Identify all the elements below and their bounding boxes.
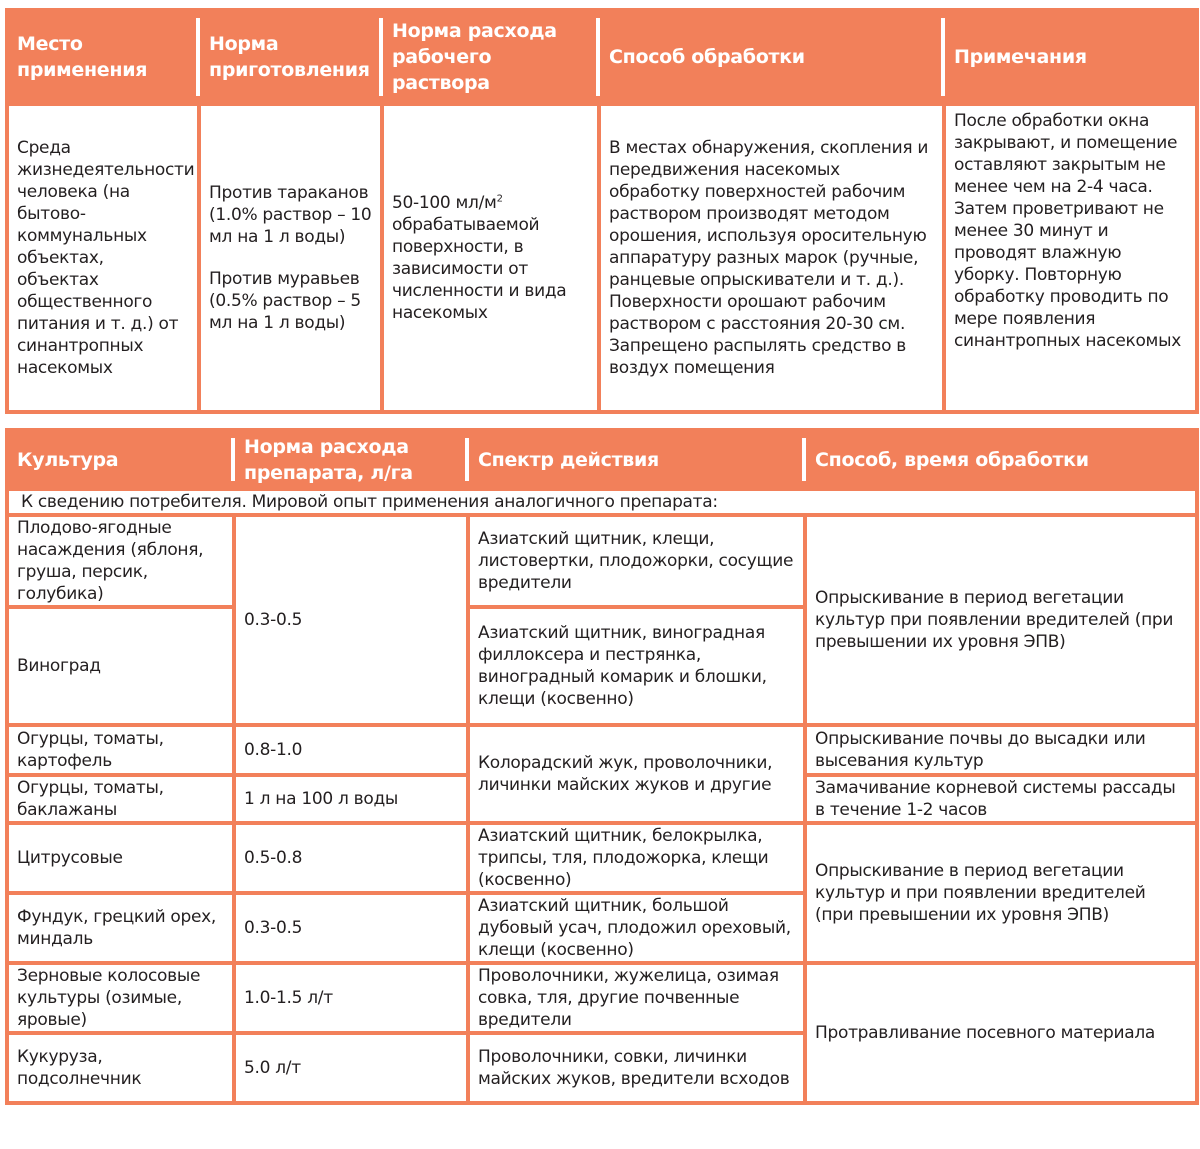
cell-spectrum: Азиатский щитник, большой дубовый усач, плодожил ореховый, клещи (косвенно) (468, 893, 805, 963)
cell-spectrum: Колорадский жук, проволочники, личинки майских жуков и другие (468, 725, 805, 823)
cell-crop: Огурцы, томаты, баклажаны (7, 775, 234, 823)
cell-rate: 0.3-0.5 (234, 515, 468, 725)
cell-method: Опрыскивание в период вегетации культур при появлении вредителей (при превышении их уровня ЭПВ) (805, 515, 1197, 725)
cell-method: Опрыскивание в период вегетации культур и при появлении вредителей (при превышении их уровня ЭПВ) (805, 823, 1197, 963)
header-preparation-norm: Норма приготовления (199, 10, 382, 104)
cell-crop: Зерновые колосовые культуры (озимые, яровые) (7, 963, 234, 1033)
cell-method: Замачивание корневой системы рассады в течение 1-2 часов (805, 775, 1197, 823)
household-application-table (5, 8, 1199, 414)
cell-crop: Цитрусовые (7, 823, 234, 893)
header-crop: Культура (7, 430, 234, 489)
cell-spectrum: Проволочники, совки, личинки майских жуков, вредители всходов (468, 1033, 805, 1103)
cell-method: Протравливание посевного материала (805, 963, 1197, 1103)
cell-spectrum: Азиатский щитник, клещи, листовертки, плодожорки, сосущие вредители (468, 515, 805, 607)
header-consumption-rate: Норма расхода рабочего раствора (382, 10, 599, 104)
cell-consumption-rate (382, 104, 599, 412)
crop-application-table (5, 428, 1199, 1105)
header-spectrum: Спектр действия (468, 430, 805, 489)
cell-spectrum: Азиатский щитник, виноградная филлоксера и пестрянка, виноградный комарик и блошки, клещи (косвенно) (468, 607, 805, 725)
header-treatment-method: Способ обработки (599, 10, 944, 104)
header-place: Место применения (7, 10, 199, 104)
table-header-row (7, 10, 1197, 104)
cell-method: В местах обнаружения, скопления и передвижения насекомых обработку поверхностей рабочим раствором производят методом орошения, используя оросительную аппаратуру разных марок (ручные, ранцевые опрыскиватели и т. д.). Поверхности орошают рабочим раствором с расстояния 20-30 см. Запрещено распылять средство в воздух помещения (599, 104, 944, 412)
cell-rate: 1 л на 100 л воды (234, 775, 468, 823)
header-rate: Норма расхода препарата, л/га (234, 430, 468, 489)
table-row (7, 963, 1197, 1033)
cell-place: Среда жизнедеятельности человека (на бытово-коммунальных объектах, объектах общественного питания и т. д.) от синантропных насекомых (7, 104, 199, 412)
rate-superscript: 2 (496, 193, 503, 205)
rate-description: обрабатываемой поверхности, в зависимости от численности и вида насекомых (392, 215, 567, 323)
prep-ants: Против муравьев (0.5% раствор – 5 мл на 1 л воды) (209, 269, 361, 333)
cell-spectrum: Проволочники, жужелица, озимая совка, тля, другие почвенные вредители (468, 963, 805, 1033)
cell-method: Опрыскивание почвы до высадки или высевания культур (805, 725, 1197, 775)
cell-crop: Плодово-ягодные насаждения (яблоня, груша, персик, голубика) (7, 515, 234, 607)
cell-preparation (199, 104, 382, 412)
header-notes: Примечания (944, 10, 1197, 104)
table-header-row (7, 430, 1197, 489)
cell-rate: 1.0-1.5 л/т (234, 963, 468, 1033)
cell-rate: 0.8-1.0 (234, 725, 468, 775)
notice-row (7, 489, 1197, 515)
prep-cockroaches: Против тараканов (1.0% раствор – 10 мл на 1 л воды) (209, 183, 372, 247)
cell-crop: Огурцы, томаты, картофель (7, 725, 234, 775)
table-row (7, 515, 1197, 607)
cell-spectrum: Азиатский щитник, белокрылка, трипсы, тля, плодожорка, клещи (косвенно) (468, 823, 805, 893)
cell-notes: После обработки окна закрывают, и помещение оставляют закрытым не менее чем на 2-4 часа. Затем проветривают не менее 30 минут и проводят влажную уборку. Повторную обработку проводить по мере появления синантропных насекомых (944, 104, 1197, 412)
header-method-time: Способ, время обработки (805, 430, 1197, 489)
consumer-notice: К сведению потребителя. Мировой опыт применения аналогичного препарата: (7, 489, 1197, 515)
table-row (7, 104, 1197, 412)
cell-crop: Виноград (7, 607, 234, 725)
cell-crop: Кукуруза, подсолнечник (7, 1033, 234, 1103)
cell-crop: Фундук, грецкий орех, миндаль (7, 893, 234, 963)
cell-rate: 0.5-0.8 (234, 823, 468, 893)
table-row (7, 725, 1197, 775)
cell-rate: 5.0 л/т (234, 1033, 468, 1103)
rate-value: 50-100 мл/м (392, 193, 497, 213)
table-row (7, 823, 1197, 893)
cell-rate: 0.3-0.5 (234, 893, 468, 963)
